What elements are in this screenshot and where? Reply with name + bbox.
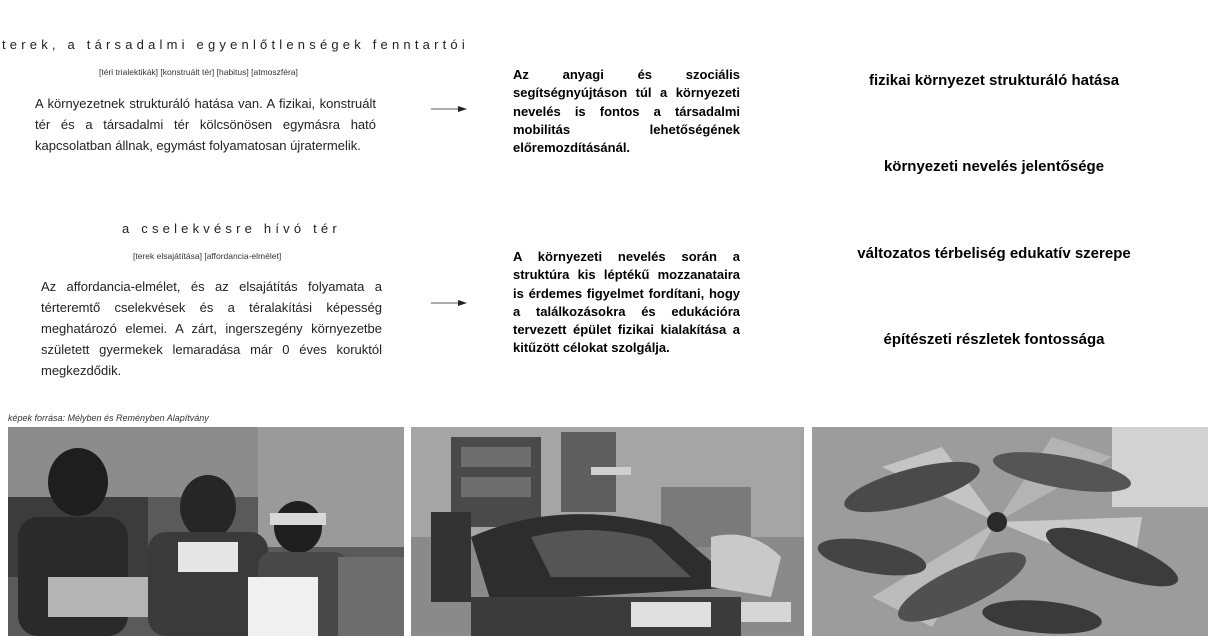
section2-conclusion: A környezeti nevelés során a struktúra kis léptékű mozzanataira is érdemes figyelmet fordítani, hogy a találkozásokra és edukációra tervezett épület fizikai kialakítása a kitűzött célokat szolgálja. [513,249,740,356]
section2-body: Az affordancia-elmélet, és az elsajátítás folyamata a térteremtő cselekvések és a téralakítási képesség meghatározó elemei. A zárt, ingerszegény környezetbe született gyermekek lemaradása már 0 éves koruktól megkezdődik. [41,279,382,378]
section1-tags: [téri trialektikák] [konstruált tér] [habitus] [atmoszféra] [99,67,298,77]
arrow-right-icon [431,299,467,307]
keyword-1: fizikai környezet strukturáló hatása [868,72,1120,89]
image-source-caption: képek forrása: Mélyben és Reményben Alapítvány [8,413,209,423]
section2-title: a cselekvésre hívó tér [122,221,341,236]
arrow-right-icon [431,105,467,113]
photo-bedroom-interior [411,427,804,636]
section2-tags: [terek elsajátítása] [affordancia-elmélet] [133,251,282,261]
photo-children-lying-circle [812,427,1208,636]
section1-body: A környezetnek strukturáló hatása van. A fizikai, konstruált tér és a társadalmi tér kölcsönösen egymásra ható kapcsolatban állnak, egymást folyamatosan újratermelik. [35,96,376,153]
section1-conclusion: Az anyagi és szociális segítségnyújtáson túl a környezeti nevelés is fontos a társadalmi mobilitás lehetőségének előremozdításánál. [513,67,740,156]
keyword-3: változatos térbeliség edukatív szerepe [857,245,1131,262]
photo-children-studying [8,427,404,636]
keyword-2: környezeti nevelés jelentősége [883,158,1105,175]
keyword-4: építészeti részletek fontossága [883,331,1105,348]
section1-title: terek, a társadalmi egyenlőtlenségek fenntartói [2,37,469,52]
